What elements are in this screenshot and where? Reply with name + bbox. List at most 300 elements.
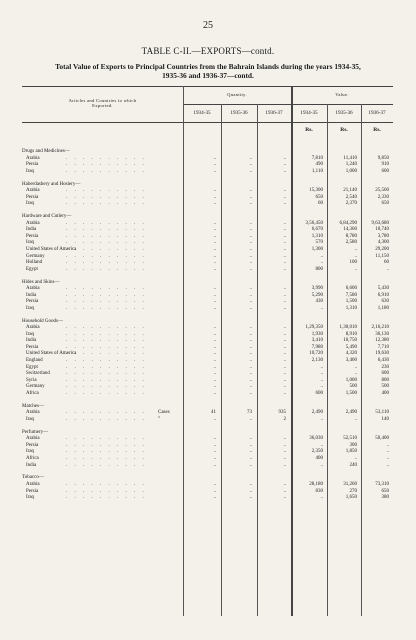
leader-dots: . . . . . . . . . . (66, 253, 147, 259)
quantity-cell: .. (213, 194, 216, 200)
value-cell: .. (354, 364, 357, 370)
value-cell: 6,670 (311, 227, 323, 233)
quantity-cell: .. (249, 331, 252, 337)
value-cell: 570 (315, 240, 323, 246)
quantity-cell: .. (249, 462, 252, 468)
leader-dots: . . . . . . . . . . (66, 462, 147, 468)
quantity-cell: .. (213, 344, 216, 350)
leader-dots: . . . . . . . . . . (66, 233, 147, 239)
value-year-2: 1935-36 (335, 110, 353, 116)
quantity-cell: .. (213, 233, 216, 239)
quantity-cell: .. (213, 168, 216, 174)
quantity-cell: .. (283, 162, 286, 168)
value-cell: 2,350 (311, 449, 323, 455)
quantity-cell: .. (283, 305, 286, 311)
row-group-heading: Household Goods— (22, 318, 63, 324)
quantity-cell: .. (283, 292, 286, 298)
value-cell: 2,540 (345, 194, 357, 200)
value-cell: 490 (315, 162, 323, 168)
value-cell: 9,850 (377, 155, 389, 161)
leader-dots: . . . . . . . . . . (66, 286, 147, 292)
value-cell: 7,710 (377, 344, 389, 350)
value-cell: 650 (381, 201, 389, 207)
quantity-cell: .. (213, 201, 216, 207)
quantity-cell: 935 (278, 410, 286, 416)
quantity-cell: .. (249, 299, 252, 305)
leader-dots: . . . . . . . . . . (66, 227, 147, 233)
quantity-cell: .. (283, 227, 286, 233)
quantity-cell: .. (213, 338, 216, 344)
quantity-cell: .. (283, 201, 286, 207)
quantity-cell: .. (213, 286, 216, 292)
value-cell: 53,110 (375, 410, 389, 416)
value-cell: .. (354, 416, 357, 422)
quantity-cell: .. (283, 455, 286, 461)
header-top-rule (22, 86, 393, 87)
leader-dots: . . . . . . . . . . (66, 455, 147, 461)
quantity-cell: .. (283, 253, 286, 259)
value-cell: .. (354, 455, 357, 461)
value-cell: 25,560 (375, 188, 389, 194)
quantity-cell: .. (283, 364, 286, 370)
value-cell: .. (320, 462, 323, 468)
value-cell: 2,130 (311, 358, 323, 363)
value-cell: 3,400 (345, 358, 357, 363)
quantity-cell: .. (213, 305, 216, 311)
leader-dots: . . . . . . . . . . (66, 482, 147, 487)
quantity-cell: .. (213, 482, 216, 487)
quantity-cell: .. (213, 390, 216, 396)
leader-dots: . . . . . . . . . . (66, 442, 147, 448)
row-group-heading: Perfumery— (22, 429, 49, 435)
value-cell: 3,780 (377, 233, 389, 239)
row-country-label: Arabia (26, 188, 40, 194)
row-country-label: United States of America (26, 246, 77, 252)
quantity-cell: 2 (283, 416, 286, 422)
quantity-cell: .. (283, 488, 286, 494)
page-number: 25 (203, 20, 213, 31)
value-cell: 650 (381, 488, 389, 494)
row-country-label: Iraq (26, 168, 35, 174)
quantity-cell: .. (283, 299, 286, 305)
quantity-cell: .. (283, 246, 286, 252)
quantity-cell: .. (283, 344, 286, 350)
row-country-label: Persia (26, 233, 39, 239)
leader-dots: . . . . . . . . . . (66, 377, 147, 383)
value-cell: .. (320, 495, 323, 501)
row-country-label: Persia (26, 488, 39, 494)
value-cell: .. (354, 253, 357, 259)
quantity-cell: .. (249, 344, 252, 350)
row-country-label: Iraq (26, 201, 35, 207)
leader-dots: . . . . . . . . . . (66, 358, 147, 363)
row-group-heading: Drugs and Medicines— (22, 149, 70, 154)
quantity-cell: .. (249, 384, 252, 390)
row-country-label: Iraq (26, 305, 35, 311)
quantity-cell: .. (249, 482, 252, 487)
quantity-cell: .. (213, 260, 216, 266)
value-cell: 29,200 (375, 246, 389, 252)
caption-line-2: 1935-36 and 1936-37—contd. (162, 71, 254, 80)
quantity-year-1: 1934-35 (193, 110, 211, 116)
quantity-cell: .. (249, 442, 252, 448)
quantity-cell: .. (283, 286, 286, 292)
value-cell: .. (386, 266, 389, 272)
row-country-label: India (26, 227, 37, 233)
quantity-cell: .. (213, 253, 216, 259)
value-cell: 60 (384, 260, 389, 266)
leader-dots: . . . . . . . . . . (66, 168, 147, 174)
leader-dots: . . . . . . . . . . (66, 292, 147, 298)
row-country-label: Germany (26, 384, 45, 390)
value-cell: .. (320, 364, 323, 370)
quantity-cell: .. (283, 449, 286, 455)
quantity-year-3: 1936-37 (265, 110, 283, 116)
value-cell: 4,300 (377, 240, 389, 246)
row-country-label: Iraq (26, 331, 35, 337)
quantity-cell: .. (213, 371, 216, 377)
value-cell: 230 (381, 364, 389, 370)
quantity-cell: .. (249, 194, 252, 200)
quantity-cell: .. (283, 371, 286, 377)
value-cell: 11,410 (343, 155, 357, 161)
table-title: TABLE C-II.—EXPORTS—contd. (141, 46, 275, 56)
row-country-label: Persia (26, 299, 39, 305)
quantity-cell: .. (283, 331, 286, 337)
row-country-label: Arabia (26, 220, 40, 226)
quantity-cell: .. (249, 495, 252, 501)
unit-label: Rs. (305, 127, 313, 133)
value-cell: 9,63,680 (371, 220, 389, 226)
value-cell: 1,30,010 (339, 325, 357, 331)
quantity-cell: .. (249, 371, 252, 377)
row-country-label: Iraq (26, 240, 35, 246)
value-cell: 2,370 (345, 201, 357, 207)
quantity-cell: .. (213, 162, 216, 168)
leader-dots: . . . . . . . . . . (66, 364, 147, 370)
value-cell: .. (320, 377, 323, 383)
caption-line-1: Total Value of Exports to Principal Countries from the Bahrain Islands during the years 1934-35, (55, 62, 361, 71)
value-cell: 3,990 (311, 286, 323, 292)
quantity-cell: .. (249, 449, 252, 455)
leader-dots: . . . . . . . . . . (66, 266, 147, 272)
quantity-cell: .. (213, 155, 216, 161)
value-cell: 270 (349, 488, 357, 494)
quantity-cell: .. (283, 462, 286, 468)
value-cell: 50,400 (375, 436, 389, 442)
value-cell: 7,980 (311, 344, 323, 350)
value-cell: .. (386, 462, 389, 468)
quantity-cell: .. (283, 188, 286, 194)
row-country-label: Germany (26, 253, 45, 259)
value-cell: 31,260 (343, 482, 357, 487)
row-country-label: Persia (26, 162, 39, 168)
value-cell: 12,380 (375, 338, 389, 344)
value-cell: 1,29,350 (305, 325, 323, 331)
value-cell: 15,300 (309, 188, 323, 194)
quantity-cell: 73 (247, 410, 252, 416)
value-year-3: 1936-37 (368, 110, 386, 116)
quantity-cell: .. (213, 364, 216, 370)
leader-dots: . . . . . . . . . . (66, 162, 147, 168)
quantity-cell: .. (249, 246, 252, 252)
leader-dots: . . . . . . . . . . (66, 344, 147, 350)
quantity-cell: .. (249, 338, 252, 344)
quantity-cell: .. (283, 495, 286, 501)
quantity-cell: .. (249, 201, 252, 207)
row-country-label: Persia (26, 442, 39, 448)
value-cell: 1,180 (377, 305, 389, 311)
value-cell: 500 (349, 384, 357, 390)
quantity-cell: .. (249, 286, 252, 292)
value-cell: 6,84,290 (339, 220, 357, 226)
quantity-cell: .. (283, 338, 286, 344)
row-country-label: Syria (26, 377, 37, 383)
value-cell: 11,150 (375, 253, 389, 259)
value-cell: 10,720 (309, 351, 323, 357)
value-cell: .. (354, 266, 357, 272)
value-cell: 6,600 (345, 286, 357, 292)
table-caption (24, 62, 392, 80)
value-cell: 2,580 (345, 240, 357, 246)
quantity-cell: .. (249, 390, 252, 396)
quantity-cell: .. (213, 442, 216, 448)
quantity-cell: .. (213, 377, 216, 383)
leader-dots: . . . . . . . . . . (66, 371, 147, 377)
row-country-label: India (26, 292, 37, 298)
value-cell: 3,56,450 (305, 220, 323, 226)
leader-dots: . . . . . . . . . . (66, 495, 147, 501)
value-cell: 19,630 (375, 351, 389, 357)
quantity-cell: .. (249, 292, 252, 298)
row-country-label: Iraq (26, 495, 35, 501)
row-country-label: United States of America (26, 351, 77, 357)
value-cell: 830 (315, 488, 323, 494)
quantity-cell: .. (213, 188, 216, 194)
value-cell: 6,430 (377, 358, 389, 363)
quantity-cell: .. (249, 377, 252, 383)
leader-dots: . . . . . . . . . . (66, 351, 147, 357)
quantity-cell: .. (213, 384, 216, 390)
quantity-header: Quantity. (227, 92, 247, 97)
value-cell: 650 (315, 194, 323, 200)
value-cell: .. (386, 449, 389, 455)
value-cell: 14,360 (343, 227, 357, 233)
value-cell: .. (386, 455, 389, 461)
row-unit-label: ” (158, 416, 161, 422)
quantity-cell: .. (283, 390, 286, 396)
quantity-cell: .. (213, 488, 216, 494)
quantity-cell: .. (213, 227, 216, 233)
leader-dots: . . . . . . . . . . (66, 338, 147, 344)
value-cell: .. (320, 384, 323, 390)
quantity-cell: .. (213, 220, 216, 226)
quantity-cell: .. (213, 299, 216, 305)
value-cell: 1,310 (311, 233, 323, 239)
unit-label: Rs. (340, 127, 348, 133)
quantity-year-2: 1935-36 (230, 110, 248, 116)
row-group-heading: Tobacco— (22, 475, 44, 481)
quantity-cell: .. (249, 305, 252, 311)
quantity-cell: .. (249, 253, 252, 259)
row-country-label: Arabia (26, 286, 40, 292)
value-cell: .. (320, 253, 323, 259)
row-country-label: Arabia (26, 155, 40, 161)
leader-dots: . . . . . . . . . . (66, 305, 147, 311)
quantity-cell: .. (249, 168, 252, 174)
quantity-cell: .. (249, 155, 252, 161)
value-cell: 1,000 (345, 168, 357, 174)
row-country-label: Arabia (26, 482, 40, 487)
value-cell: 3,410 (311, 338, 323, 344)
value-cell: 430 (315, 299, 323, 305)
value-cell: .. (320, 260, 323, 266)
quantity-cell: .. (249, 436, 252, 442)
leader-dots: . . . . . . . . . . (66, 436, 147, 442)
value-cell: 7,810 (311, 155, 323, 161)
row-unit-label: Cases (158, 410, 170, 416)
quantity-cell: .. (249, 488, 252, 494)
quantity-cell: .. (283, 240, 286, 246)
quantity-cell: .. (283, 384, 286, 390)
leader-dots: . . . . . . . . . . (66, 390, 147, 396)
value-cell: 800 (315, 266, 323, 272)
value-cell: 800 (381, 377, 389, 383)
value-cell: 2,330 (377, 194, 389, 200)
leader-dots: . . . . . . . . . . (66, 488, 147, 494)
leader-dots: . . . . . . . . . . (66, 410, 147, 416)
leader-dots: . . . . . . . . . . (66, 384, 147, 390)
leader-dots: . . . . . . . . . . (66, 240, 147, 246)
quantity-cell: .. (249, 364, 252, 370)
value-cell: 1,500 (345, 299, 357, 305)
value-cell: 1,300 (311, 246, 323, 252)
quantity-cell: .. (283, 266, 286, 272)
quantity-cell: .. (213, 240, 216, 246)
value-cell: 10,740 (375, 227, 389, 233)
value-cell: 5,290 (311, 292, 323, 298)
value-cell: 910 (381, 162, 389, 168)
value-year-1: 1934-35 (300, 110, 318, 116)
row-group-heading: Hardware and Cutlery— (22, 214, 72, 220)
quantity-cell: .. (249, 351, 252, 357)
row-country-label: Arabia (26, 325, 40, 331)
value-cell: 5,490 (345, 344, 357, 350)
value-cell: .. (320, 416, 323, 422)
quantity-cell: .. (249, 162, 252, 168)
unit-label: Rs. (373, 127, 381, 133)
quantity-cell: .. (249, 325, 252, 331)
quantity-cell: .. (283, 325, 286, 331)
quantity-cell: .. (249, 416, 252, 422)
quantity-cell: .. (283, 351, 286, 357)
header-bottom-rule (22, 122, 393, 123)
leader-dots: . . . . . . . . . . (66, 416, 147, 422)
value-cell: 28,180 (309, 482, 323, 487)
value-cell: .. (386, 442, 389, 448)
value-cell: 73,310 (375, 482, 389, 487)
row-group-heading: Hides and Skins— (22, 279, 60, 285)
row-country-label: India (26, 338, 37, 344)
row-country-label: Arabia (26, 410, 40, 416)
leader-dots: . . . . . . . . . . (66, 325, 147, 331)
leader-dots: . . . . . . . . . . (66, 449, 147, 455)
quantity-cell: .. (249, 233, 252, 239)
value-cell: 1,240 (345, 162, 357, 168)
value-cell: 2,490 (345, 410, 357, 416)
quantity-cell: .. (213, 325, 216, 331)
value-cell: 1,850 (345, 449, 357, 455)
value-cell: 21,140 (343, 188, 357, 194)
leader-dots: . . . . . . . . . . (66, 201, 147, 207)
value-cell: 600 (381, 168, 389, 174)
quantity-cell: .. (213, 331, 216, 337)
row-country-label: Africa (26, 455, 39, 461)
quantity-cell: .. (213, 455, 216, 461)
leader-dots: . . . . . . . . . . (66, 194, 147, 200)
value-cell: 500 (381, 384, 389, 390)
quantity-cell: .. (213, 462, 216, 468)
row-group-heading: Haberdashery and Hosiery— (22, 181, 81, 187)
value-cell: 1,310 (345, 305, 357, 311)
quantity-cell: .. (283, 233, 286, 239)
row-country-label: Persia (26, 194, 39, 200)
value-cell: 8,780 (345, 233, 357, 239)
value-cell: 1,930 (311, 331, 323, 337)
articles-header-line-1: Articles and Countries to which (68, 98, 137, 103)
value-cell: 7,580 (345, 292, 357, 298)
row-country-label: Iraq (26, 416, 35, 422)
value-cell: 2,16,210 (371, 325, 389, 331)
value-cell: 400 (315, 455, 323, 461)
value-cell: 2,490 (311, 410, 323, 416)
row-country-label: Persia (26, 344, 39, 350)
leader-dots: . . . . . . . . . . (66, 188, 147, 194)
row-country-label: England (26, 358, 43, 363)
row-country-label: Egypt (26, 266, 38, 272)
value-cell: 600 (315, 390, 323, 396)
quantity-cell: .. (213, 351, 216, 357)
value-cell: 36,130 (375, 331, 389, 337)
value-cell: 1,500 (345, 390, 357, 396)
row-country-label: Switzerland (26, 371, 50, 377)
quantity-cell: .. (213, 436, 216, 442)
value-cell: 240 (349, 462, 357, 468)
quantity-cell: .. (249, 188, 252, 194)
row-country-label: Arabia (26, 436, 40, 442)
value-cell: 36,030 (309, 436, 323, 442)
quantity-cell: .. (213, 416, 216, 422)
leader-dots: . . . . . . . . . . (66, 155, 147, 161)
quantity-cell: .. (213, 246, 216, 252)
articles-header (22, 98, 183, 108)
leader-dots: . . . . . . . . . . (66, 331, 147, 337)
value-cell: 8,910 (345, 331, 357, 337)
articles-header-line-2: Exported. (92, 103, 113, 108)
quantity-cell: .. (283, 358, 286, 363)
quantity-cell: .. (283, 194, 286, 200)
value-header: Value. (335, 92, 349, 97)
value-cell: .. (320, 305, 323, 311)
quantity-cell: .. (213, 266, 216, 272)
row-country-label: Iraq (26, 449, 35, 455)
value-cell: 60 (318, 201, 323, 207)
quantity-cell: .. (283, 260, 286, 266)
value-cell: .. (320, 442, 323, 448)
leader-dots: . . . . . . . . . . (66, 246, 147, 252)
quantity-cell: .. (213, 495, 216, 501)
quantity-cell: .. (213, 358, 216, 363)
